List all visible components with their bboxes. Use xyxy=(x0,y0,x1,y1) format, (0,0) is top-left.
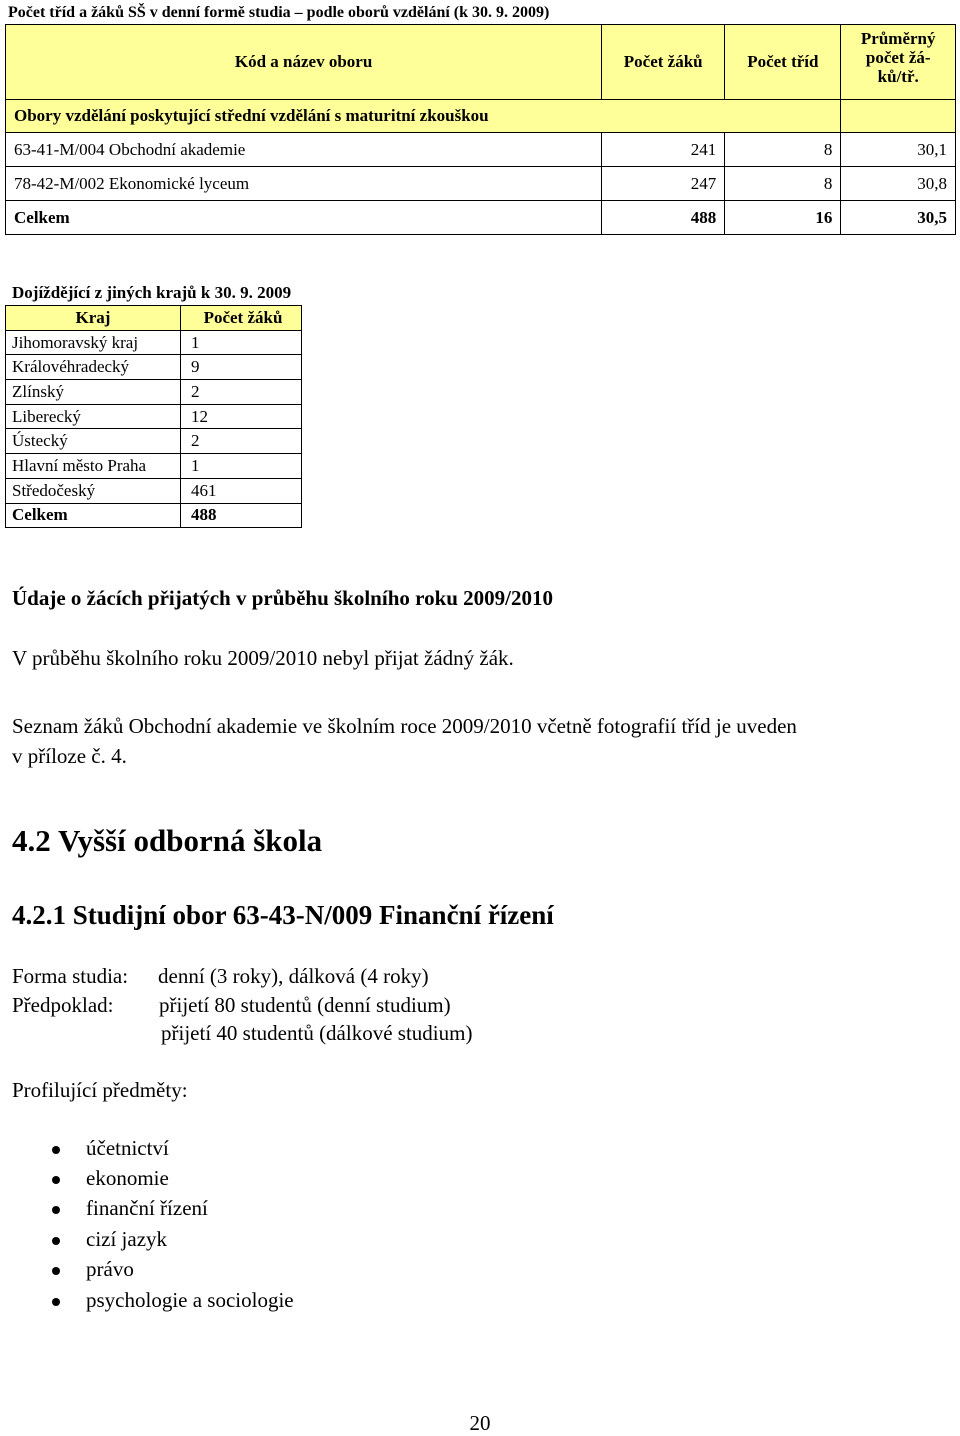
header-code-name: Kód a název oboru xyxy=(6,25,602,100)
cell-region: Hlavní město Praha xyxy=(6,454,181,479)
cell-classes: 8 xyxy=(725,133,841,167)
cell-region: Jihomoravský kraj xyxy=(6,330,181,355)
group-label: Obory vzdělání poskytující střední vzdělání s maturitní zkouškou xyxy=(6,100,841,133)
paragraph-list-line2: v příloze č. 4. xyxy=(12,744,127,768)
cell-total-label: Celkem xyxy=(6,201,602,235)
table-row xyxy=(6,167,956,201)
cell-count: 2 xyxy=(181,380,302,405)
table-header-row xyxy=(6,25,956,100)
cell-region: Liberecký xyxy=(6,404,181,429)
cell-count: 2 xyxy=(181,429,302,454)
bullet-icon xyxy=(52,1298,60,1306)
commuters-table xyxy=(5,305,302,528)
table-row xyxy=(6,429,302,454)
classes-table xyxy=(5,24,956,235)
cell-total-classes: 16 xyxy=(725,201,841,235)
section-heading: Údaje o žácích přijatých v průběhu školního roku 2009/2010 xyxy=(12,586,554,610)
cell-count: 12 xyxy=(181,404,302,429)
table-row xyxy=(6,355,302,380)
bullet-icon xyxy=(52,1267,60,1275)
table-row xyxy=(6,133,956,167)
cell-students: 241 xyxy=(602,133,725,167)
cell-name: 78-42-M/002 Ekonomické lyceum xyxy=(6,167,602,201)
cell-students: 247 xyxy=(602,167,725,201)
cell-region: Ústecký xyxy=(6,429,181,454)
cell-region: Středočeský xyxy=(6,478,181,503)
list-item: finanční řízení xyxy=(86,1196,208,1220)
header-region: Kraj xyxy=(6,306,181,331)
header-students: Počet žáků xyxy=(602,25,725,100)
paragraph-list-line1: Seznam žáků Obchodní akademie ve školním roce 2009/2010 včetně fotografií tříd je uveden xyxy=(12,714,797,738)
bullet-icon xyxy=(52,1206,60,1214)
cell-count: 461 xyxy=(181,478,302,503)
predpoklad-value-1: přijetí 80 studentů (denní studium) xyxy=(159,993,451,1017)
table1-caption: Počet tříd a žáků SŠ v denní formě studia – podle oborů vzdělání (k 30. 9. 2009) xyxy=(8,4,550,21)
list-item: ekonomie xyxy=(86,1166,169,1190)
header-classes: Počet tříd xyxy=(725,25,841,100)
list-item: psychologie a sociologie xyxy=(86,1288,294,1312)
total-row xyxy=(6,201,956,235)
table-row xyxy=(6,380,302,405)
header-students: Počet žáků xyxy=(181,306,302,331)
heading-4-2: 4.2 Vyšší odborná škola xyxy=(12,823,323,858)
list-item: účetnictví xyxy=(86,1136,169,1160)
paragraph-no-admissions: V průběhu školního roku 2009/2010 nebyl přijat žádný žák. xyxy=(12,646,514,670)
table-row xyxy=(6,404,302,429)
profil-label: Profilující předměty: xyxy=(12,1078,188,1102)
table-row xyxy=(6,454,302,479)
cell-region: Zlínský xyxy=(6,380,181,405)
table-header-row xyxy=(6,306,302,331)
total-row xyxy=(6,503,302,528)
predpoklad-label: Předpoklad: xyxy=(12,993,114,1017)
table2-caption: Dojíždějící z jiných krajů k 30. 9. 2009 xyxy=(12,283,292,302)
cell-total-label: Celkem xyxy=(6,503,181,528)
predpoklad-value-2: přijetí 40 studentů (dálkové studium) xyxy=(161,1021,473,1045)
group-empty-cell xyxy=(841,100,956,133)
list-item: cizí jazyk xyxy=(86,1227,168,1251)
cell-average: 30,8 xyxy=(841,167,956,201)
bullet-icon xyxy=(52,1237,60,1245)
cell-count: 1 xyxy=(181,454,302,479)
cell-region: Královéhradecký xyxy=(6,355,181,380)
cell-average: 30,1 xyxy=(841,133,956,167)
heading-4-2-1: 4.2.1 Studijní obor 63-43-N/009 Finanční řízení xyxy=(12,900,554,930)
list-item: právo xyxy=(86,1257,134,1281)
table-row xyxy=(6,330,302,355)
header-average: Průměrný počet žá-ků/tř. xyxy=(841,25,956,100)
cell-total-count: 488 xyxy=(181,503,302,528)
bullet-icon xyxy=(52,1146,60,1154)
cell-total-students: 488 xyxy=(602,201,725,235)
bullet-icon xyxy=(52,1176,60,1184)
table-row xyxy=(6,478,302,503)
page-number: 20 xyxy=(469,1411,491,1435)
forma-value: denní (3 roky), dálková (4 roky) xyxy=(158,964,429,988)
group-row xyxy=(6,100,956,133)
forma-label: Forma studia: xyxy=(12,964,129,988)
cell-count: 9 xyxy=(181,355,302,380)
cell-count: 1 xyxy=(181,330,302,355)
cell-name: 63-41-M/004 Obchodní akademie xyxy=(6,133,602,167)
cell-total-average: 30,5 xyxy=(841,201,956,235)
cell-classes: 8 xyxy=(725,167,841,201)
